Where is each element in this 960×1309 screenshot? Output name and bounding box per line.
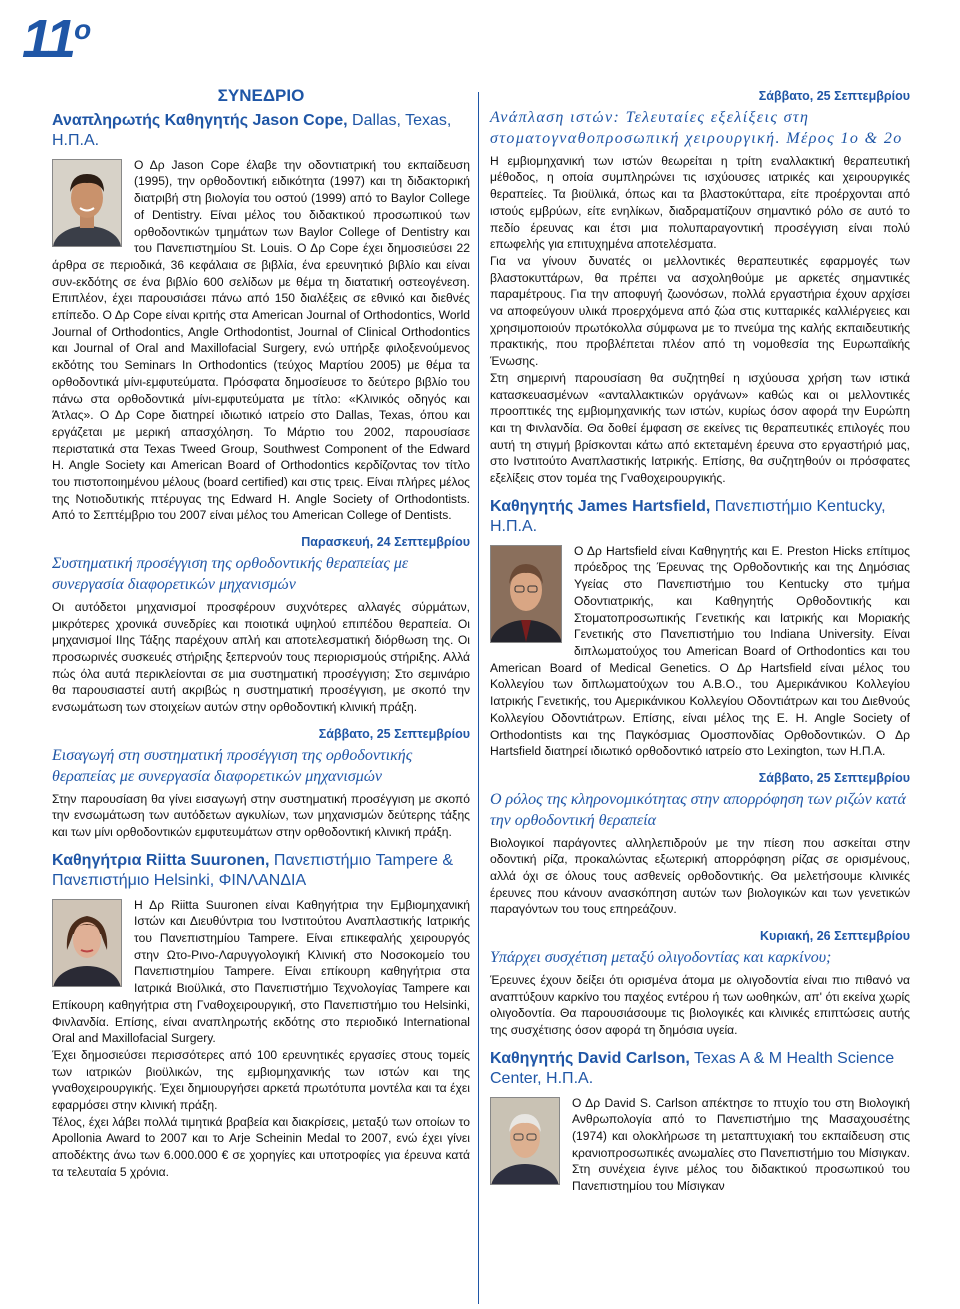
right-column bbox=[490, 88, 910, 1195]
portrait-photo-carlson bbox=[490, 1097, 560, 1185]
talk-date: Σάββατο, 25 Σεπτεμβρίου bbox=[758, 89, 910, 103]
column-divider bbox=[478, 92, 479, 1304]
bio-carlson: Ο Δρ David S. Carlson απέκτησε το πτυχίο του στη Βιολογική Ανθρωπολογία από το Πανεπιστήμιο της Μασαχουσέτης (1974) και ολοκλήρωσε τη μεταπτυχιακή του εκπαίδευση στις κρανιοπροσωπικές ανωμαλίες στο Πανεπιστήμιο του Μίσιγκαν. Στη συνέχεια έγινε μέλος του διδακτικού προσωπικού του Πανεπιστημίου του Μίσιγκαν bbox=[572, 1095, 910, 1194]
speaker-affiliation: Texas A & M Health Science Center, Η.Π.Α. bbox=[490, 1049, 895, 1087]
bio-suuronen-2: Έχει δημοσιεύσει περισσότερες από 100 ερευνητικές εργασίες στους τομείς των ιατρικών βιοϋλικών, της εμβιομηχανικής των ιστών και της γναθοχειρουργικής. Έχει δημιουργήσει αρκετά πρωτότυπα μοντέλα και τα έχει εφαρμόσει στην κλινική πράξη. bbox=[52, 1047, 470, 1113]
talk-date: Σάββατο, 25 Σεπτεμβρίου bbox=[318, 726, 470, 741]
bio-suuronen: Η Δρ Riitta Suuronen είναι Καθηγήτρια την Εμβιομηχανική Ιστών και Διευθύντρια του Ινστιτούτου Αναπλαστικής Ιατρικής του Πανεπιστημίου Tampere. Είναι επικεφαλής χειρουργός στην Ωτο-Ρινο-Λαρυγγολογική Κλινική στο Νοσοκομείο του Πανεπιστημίου Tampere. Είναι επίκουρη καθηγήτρια στα Ιατρικά Βιοϋλικά, στο Πανεπιστήμιο Τεχνολογίας Tampere και Επίκουρη καθηγήτρια στη Γναθοχειρουργική, στο Πανεπιστήμιο του Helsinki, Φινλανδία. Επίσης, είναι αναπληρωτής εκδότης στο περιοδικό International Oral and Maxillofacial Surgery. bbox=[52, 897, 470, 1046]
talk-date: Σάββατο, 25 Σεπτεμβρίου bbox=[758, 770, 910, 785]
speaker-heading-suuronen bbox=[52, 851, 470, 891]
talk-abstract: Βιολογικοί παράγοντες αλληλεπιδρούν με την πίεση που ασκείται στην οδοντική ρίζα, προκαλώντας εξωτερική απορρόφηση ρίζας σε ορισμένους, αλλά όχι σε όλους τους ασθενείς ορθοδοντικής. Θα μελετήσουμε κλινικές έρευνες που κάνουν ανασκόπηση αυτών των βιολογικών και των γενετικών παραγόντων του τους επηρεάζουν. bbox=[490, 835, 910, 917]
talk-title: Ανάπλαση ιστών: Τελευταίες εξελίξεις στη στοματογναθοπροσωπική χειρουργική. Μέρος 1ο & 2ο bbox=[490, 108, 903, 147]
talk-date: Παρασκευή, 24 Σεπτεμβρίου bbox=[301, 535, 470, 550]
talk-title: Εισαγωγή στη συστηματική προσέγγιση της ορθοδοντικής θεραπείας με συνεργασία διαφορετικών μηχανισμών bbox=[52, 746, 413, 785]
talk-date: Κυριακή, 26 Σεπτεμβρίου bbox=[759, 929, 910, 944]
section-title: ΣΥΝΕΔΡΙΟ bbox=[217, 86, 305, 105]
speaker-affiliation: Dallas, Texas, Η.Π.Α. bbox=[52, 111, 452, 149]
talk-title: Υπάρχει συσχέτιση μεταξύ ολιγοδοντίας και καρκίνου; bbox=[490, 948, 832, 966]
speaker-name: Καθηγητής David Carlson, bbox=[490, 1049, 690, 1067]
portrait-photo-suuronen bbox=[52, 899, 122, 987]
talk-abstract: Έρευνες έχουν δείξει ότι ορισμένα άτομα με ολιγοδοντία είναι πιο πιθανό να αναπτύξουν καρκίνο του παχέος εντέρου ή των ωοθηκών, απ' ότι εκείνα χωρίς ολιγοδοντία. Θα παρουσιάσουμε τις βιολογικές και κλινικές επιπτώσεις αυτής της συσχέτισης όσον αφορά τη δημόσια υγεία. bbox=[490, 972, 910, 1037]
talk-abstract-p2: Για να γίνουν δυνατές οι μελλοντικές θεραπευτικές εφαρμογές των βλαστοκυττάρων, θα πρέπει να ασχοληθούμε με αρκετές σημαντικές παραμέτρους. Για την αποφυγή ζωονόσων, πολλά εργαστήρια έχουν αρχίσει να αποφεύγουν υλικά προερχόμενα από ζώα στις κυτταρικές καλλιέργειες και χρησιμοποιούν πρωτόκολλα σύμφωνα με το πνεύμα της καλής εκπαιδευτικής πρακτικής, που προβλέπεται πλέον από τη νομοθεσία της Ευρωπαϊκής Ένωσης. bbox=[490, 253, 910, 369]
portrait-photo-cope bbox=[52, 159, 122, 247]
speaker-heading-carlson bbox=[490, 1049, 910, 1089]
bio-suuronen-3: Τέλος, έχει λάβει πολλά τιμητικά βραβεία και διακρίσεις, μεταξύ των οποίων το Apollonia Award to 2007 και το Arje Scheinin Medal το 2007, ενώ έχει γίνει αποδέκτης άνω των 6.000.000 € σε χορηγίες και υποτροφίες για έρευνα κατά τα τελευταία 5 χρόνια. bbox=[52, 1114, 470, 1179]
speaker-name: Καθηγητής James Hartsfield, bbox=[490, 497, 711, 515]
speaker-heading-hartsfield bbox=[490, 497, 910, 537]
talk-abstract: Οι αυτόδετοι μηχανισμοί προσφέρουν συχνότερες αλλαγές σύρμάτων, μικρότερες χρονικά συνεδρίες και ποιοτικά υψηλού επιπέδου θεραπεία. Οι μηχανισμοί ΙΙης Τάξης παρέχουν απλή και αποτελεσματική διόρθωση της. Οι προσωρινές συσκευές στήριξης ξεπερνούν τους περιορισμούς στήριξης. Αλλά πώς όλα αυτά περικλείονται σε μια συστηματική προσέγγιση; Στο σεμινάριο θα παρουσιαστεί αυτή ακριβώς η συστηματική προσέγγιση, με σκοπό την ενσωμάτωση των στοιχείων αυτών στην ορθοδοντική κλινική πράξη. bbox=[52, 599, 470, 715]
talk-title: Ο ρόλος της κληρονομικότητας στην απορρόφηση των ριζών κατά την ορθοδοντική θεραπεία bbox=[490, 790, 906, 829]
talk-abstract-p1: Η εμβιομηχανική των ιστών θεωρείται η τρίτη εναλλακτική θεραπευτική μέθοδος, η οποία συμπληρώνει τις ισχύουσες ιατρικές και χειρουργικές θεραπείες. Τα βιοϋλικά, όπως και τα βλαστοκύτταρα, είτε προέρχονται από ιστούς εμβρύων, είτε ενηλίκων, διαδραματίζουν σημαντικό ρόλο σε αυτό το πεδίο έρευνας και έτσι μια πολυπαραγοντική προσέγγιση είναι πολύ επωφελής για επιτυχημένα αποτελέσματα. bbox=[490, 153, 910, 252]
talk-abstract: Στην παρουσίαση θα γίνει εισαγωγή στην συστηματική προσέγγιση με σκοπό την ενσωμάτωση των αυτόδετων αγκυλίων, των μηχανισμών δεύτερης τάξης και των μίνι ορθοδοντικών εμφυτευμάτων στην ορθοδοντική κλινική πράξη. bbox=[52, 791, 470, 839]
speaker-name: Αναπληρωτής Καθηγητής Jason Cope, bbox=[52, 111, 348, 129]
talk-title: Συστηματική προσέγγιση της ορθοδοντικής θεραπείας με συνεργασία διαφορετικών μηχανισμών bbox=[52, 554, 409, 593]
speaker-affiliation: Πανεπιστήμιο Tampere & Πανεπιστήμιο Helsinki, ΦΙΝΛΑΝΔΙΑ bbox=[52, 851, 453, 889]
speaker-name: Καθηγήτρια Riitta Suuronen, bbox=[52, 851, 270, 869]
left-column bbox=[52, 88, 470, 1181]
portrait-photo-hartsfield bbox=[490, 545, 562, 643]
speaker-heading-cope bbox=[52, 111, 470, 151]
bio-cope: Ο Δρ Jason Cope έλαβε την οδοντιατρική του εκπαίδευση (1995), την ορθοδοντική ειδικότητα (1997) και τη διδακτορική διατριβή στη βιολογία του οστού (1999) από το Baylor College of Dentistry. Είναι μέλος του διδακτικού προσωπικού των ορθοδοντικών τμημάτων των Baylor College of Dentistry και του Πανεπιστημίου St. Louis. Ο Δρ Cope έχει δημοσιεύσει 22 άρθρα σε περιοδικά, 36 κεφάλαια σε βιβλία, ένα ερευνητικό βιβλίο και είναι συν-εκδότης σε ένα βιβλίο 600 σελίδων με θέμα τη διατατική οστεογένεση. Επιπλέον, έχει παρουσιάσει πάνω από 150 διαλέξεις σε εθνικό και διεθνές επίπεδο. Ο Δρ Cope είναι κριτής στα American Journal of Orthodontics, World Journal of Orthodontics, Angle Orthodontist, Journal of Clinical Orthodontics και Journal of Oral and Maxillofacial Surgery, ενώ υπήρξε φιλοξενούμενος εκδότης του Seminars In Orthodontics (τεύχος Μαρτίου 2005) με θέμα τα ορθοδοντικά μίνι-εμφυτεύματα. Πρόσφατα δημοσίευσε το δεύτερο βιβλίο του πάνω στα ορθοδοντικά μίνι-εμφυτεύματα με τίτλο: «Κλινικός οδηγός και Άτλας». Ο Δρ Cope διατηρεί ιδιωτικό ιατρείο στο Dallas, Texas, όπου και εργάζεται με μερική απασχόληση. Το Μάρτιο του 2002, παρουσίασε περιστατικά στα Texas Tweed Group, Southwest Component of the Edward H. Angle Society και American Board of Orthodontics κερδίζοντας τον τίτλο του πιστοποιημένου μέλους (board certified) και στις τρεις. Είναι πλήρες μέλος της Νοτιοδυτικής πτέρυγας της Edward H. Angle Society of Orthodontists. Από το Σεπτέμβριο του 2007 είναι μέλος του American College of Dentists. bbox=[52, 157, 470, 523]
page-number: $11^o$ bbox=[22, 9, 90, 69]
speaker-affiliation: Πανεπιστήμιο Kentucky, Η.Π.Α. bbox=[490, 497, 886, 535]
talk-abstract-p3: Στη σημερινή παρουσίαση θα συζητηθεί η ισχύουσα χρήση των ιστικά κατασκευασμένων «ανταλλακτικών οργάνων» καθώς και οι μελλοντικές προοπτικές της εμβιομηχανικής των ιστών, κυρίως όσον αφορά την Ευρώπη και τη Φινλανδία. Θα δοθεί έμφαση σε εκείνες τις θεραπευτικές επιλογές που αυτή τη στιγμή βρίσκονται κάτω από εκτεταμένη έρευνα στο εργαστήριό μας, στο Ινστιτούτο Αναπλαστικής Ιατρικής. Επίσης, θα συζητηθούν οι πρόσφατες εξελίξεις στον τομέα της Γναθοχειρουργικής. bbox=[490, 370, 910, 486]
bio-hartsfield: Ο Δρ Hartsfield είναι Καθηγητής και E. Preston Hicks επίτιμος πρόεδρος της Έρευνας της Ορθοδοντικής και της Δημόσιας Υγείας στο Πανεπιστήμιο του Kentucky στο τμήμα Οδοντιατρικής, και Καθηγητής Ορθοδοντικής και Στοματοπροσωπικής Γενετικής και Ιατρικής και Μοριακής Γενετικής στο Πανεπιστήμιο του Indiana University. Είναι διπλωματούχος του American Board of Orthodontics και του American Board of Medical Genetics. Ο Δρ Hartsfield είναι μέλος του Κολλεγίου των διπλωματούχων του Α.Β.Ο., του Αμερικάνικου Κολλεγίου Ιατρικής Γενετικής, του Αμερικάνικου Κολλεγίου Οδοντιάτρων και του Διεθνούς Κολλεγίου Οδοντιάτρων. Επίσης, είναι μέλος της E. H. Angle Society of Orthodontists και της Παγκόσμιας Ομοσπονδίας Ορθοδοντικών. Ο Δρ Hartsfield διατηρεί ιδιωτικό ορθοδοντικό ιατρείο στο Lexington, των Η.Π.Α. bbox=[490, 543, 910, 759]
